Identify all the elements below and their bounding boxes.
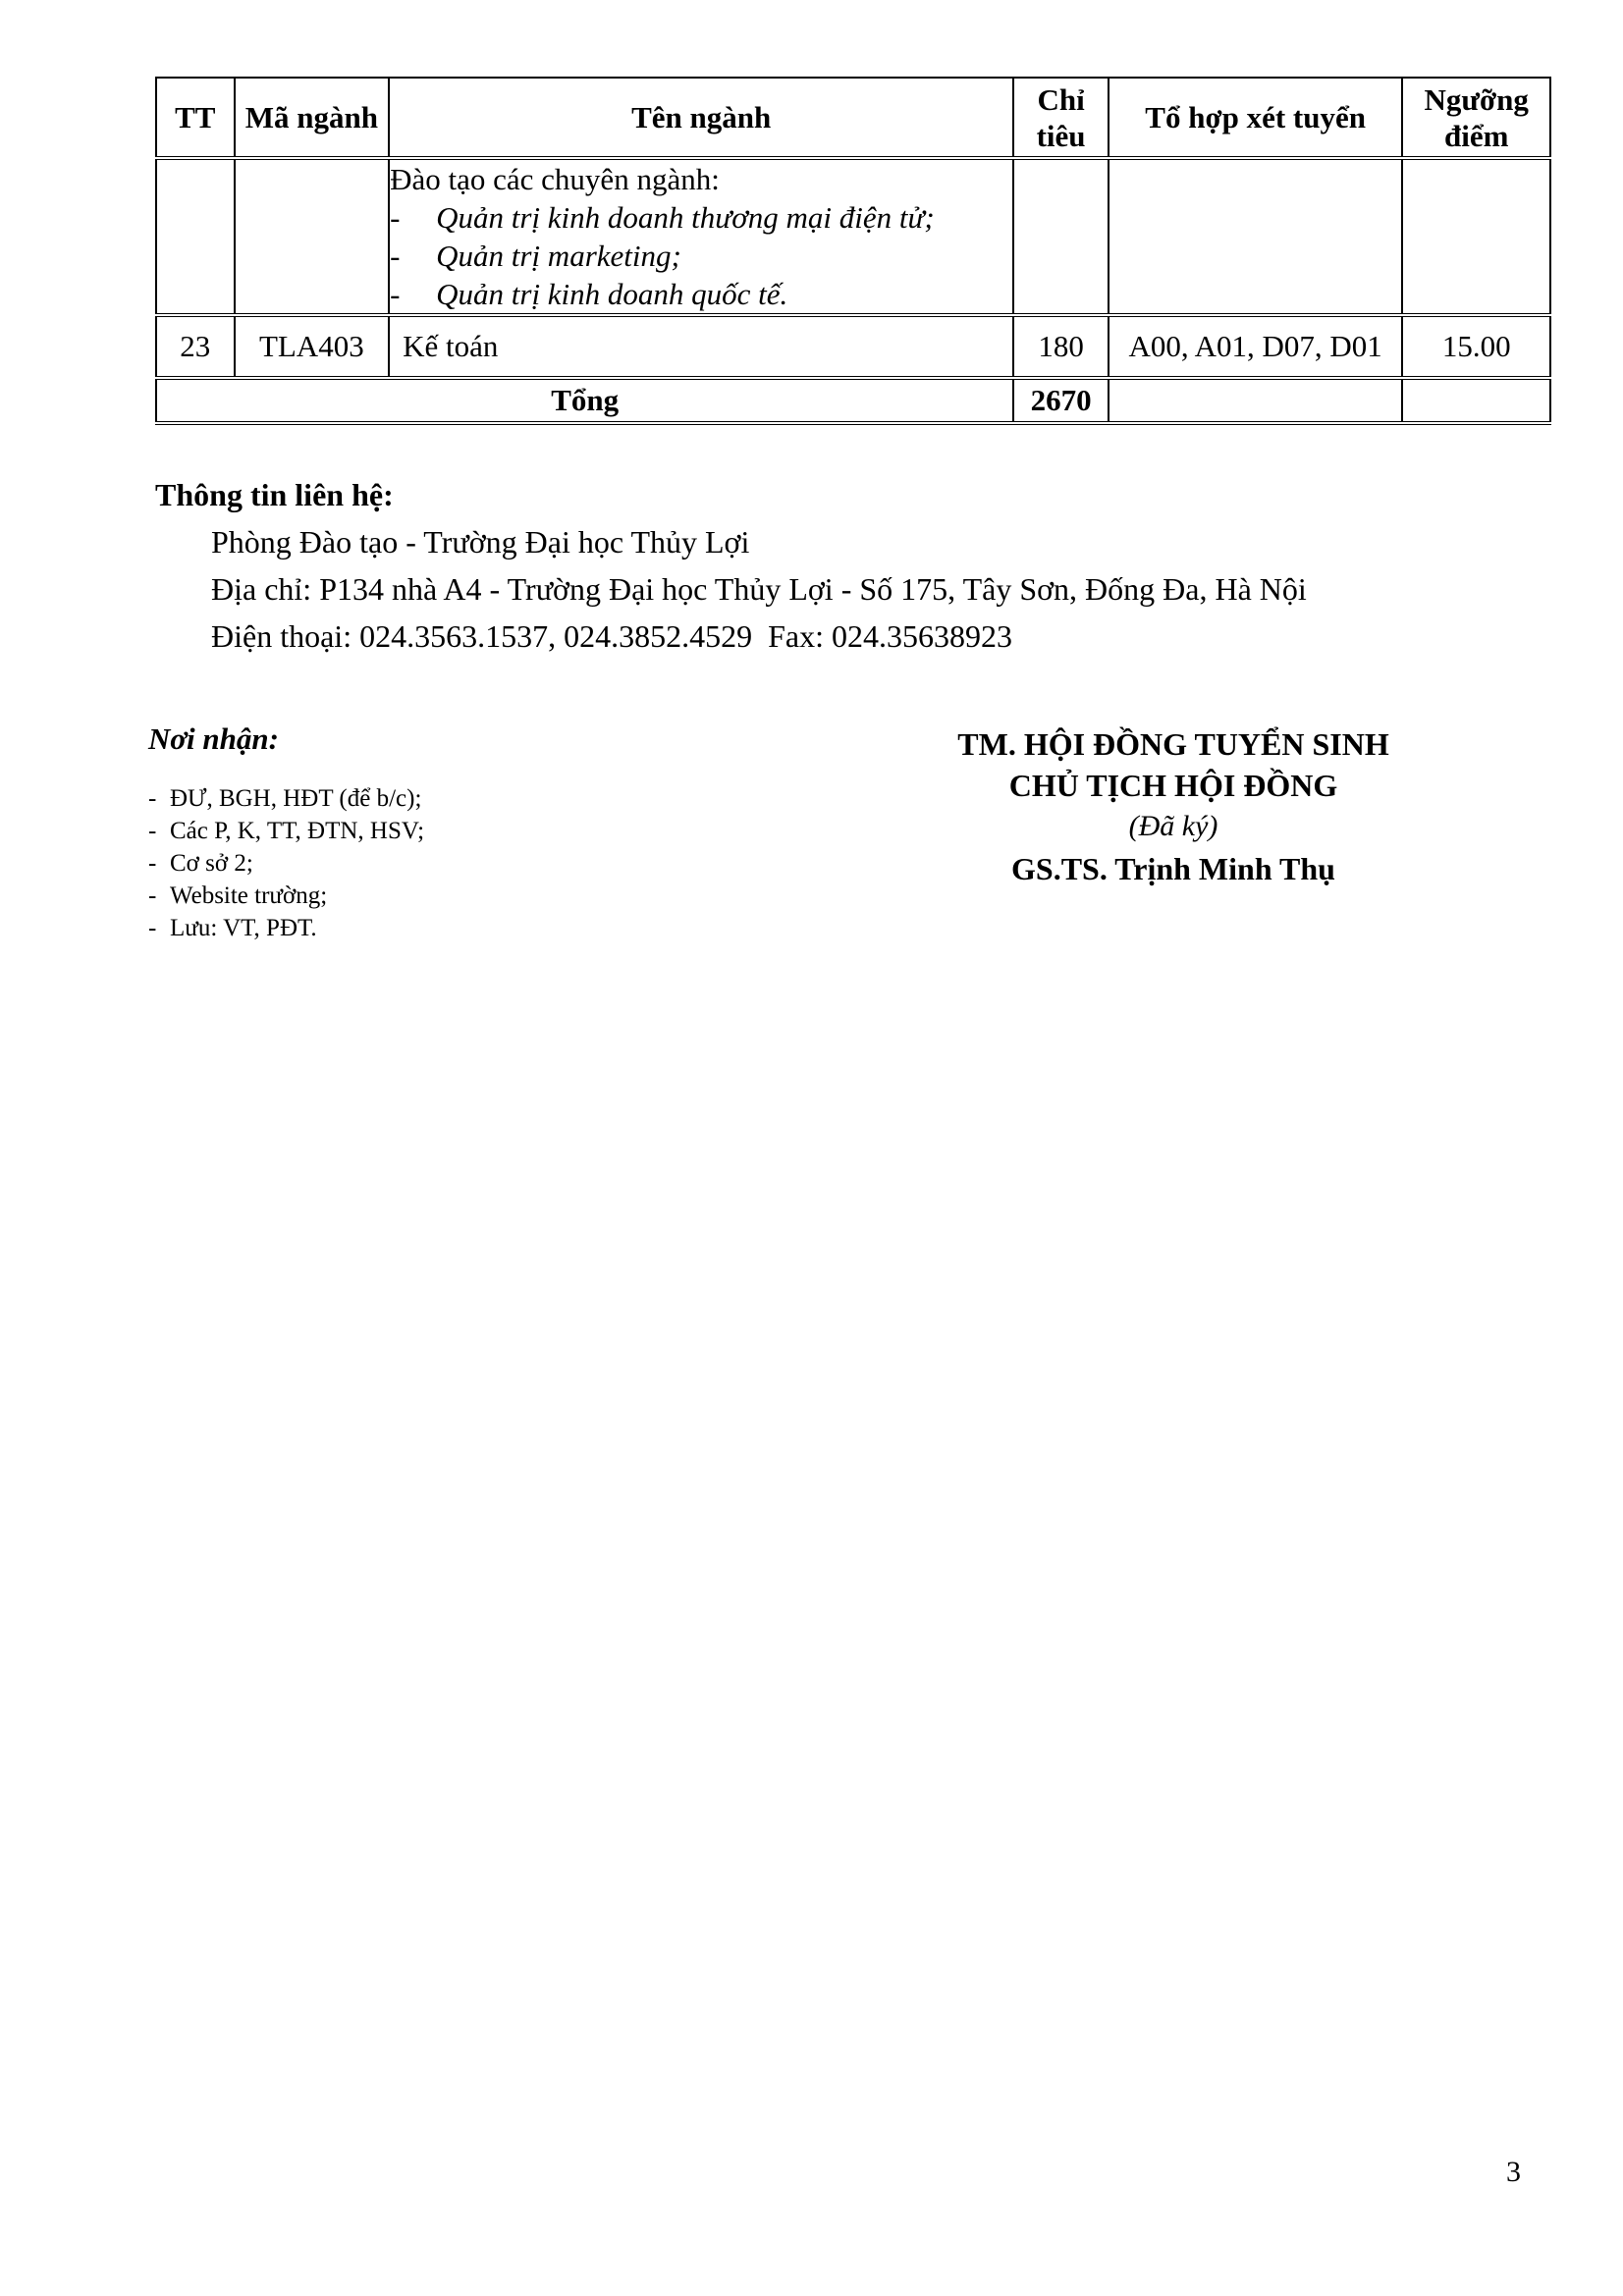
header-ten-nganh: Tên ngành <box>389 78 1013 158</box>
empty-cell <box>235 158 390 315</box>
recipient-text: ĐƯ, BGH, HĐT (để b/c); <box>170 785 422 812</box>
header-ma-nganh: Mã ngành <box>235 78 390 158</box>
empty-cell <box>1402 158 1550 315</box>
specialization-item <box>390 237 1012 275</box>
recipient-text: Các P, K, TT, ĐTN, HSV; <box>170 818 425 844</box>
total-chi-tieu-cell: 2670 <box>1013 378 1109 423</box>
recipient-item <box>148 912 424 944</box>
table-row-specializations <box>156 158 1550 315</box>
header-tt: TT <box>156 78 235 158</box>
signature-signer-name: GS.TS. Trịnh Minh Thụ <box>1011 851 1335 886</box>
cell-ten-nganh: Kế toán <box>389 315 1013 378</box>
specialization-item <box>390 198 1012 237</box>
empty-cell <box>1402 378 1550 423</box>
empty-cell <box>1109 158 1403 315</box>
recipients-heading: Nơi nhận: <box>148 721 279 756</box>
table-row-major-23 <box>156 315 1550 378</box>
contact-line-address: Địa chỉ: P134 nhà A4 - Trường Đại học Thủy Lợi - Số 175, Tây Sơn, Đống Đa, Hà Nội <box>211 571 1307 607</box>
list-dash: - <box>390 277 401 311</box>
recipients-block <box>148 721 424 944</box>
cell-ma-nganh: TLA403 <box>235 315 390 378</box>
signature-signed-note: (Đã ký) <box>1128 810 1218 842</box>
empty-cell <box>156 158 235 315</box>
recipient-item <box>148 782 424 815</box>
specializations-intro: Đào tạo các chuyên ngành: <box>390 162 720 196</box>
list-dash: - <box>390 200 401 235</box>
table-total-row <box>156 378 1550 423</box>
list-dash: - <box>148 915 157 941</box>
signature-title: CHỦ TỊCH HỘI ĐỒNG <box>1008 768 1338 803</box>
recipient-text: Website trường; <box>170 882 328 909</box>
cell-to-hop-xet-tuyen: A00, A01, D07, D01 <box>1109 315 1403 378</box>
page-number: 3 <box>1506 2156 1521 2188</box>
list-dash: - <box>148 850 157 877</box>
contact-heading: Thông tin liên hệ: <box>155 477 394 512</box>
admissions-quota-table <box>155 77 1551 425</box>
specializations-cell <box>389 158 1013 315</box>
contact-line-department: Phòng Đào tạo - Trường Đại học Thủy Lợi <box>211 524 750 560</box>
total-label-cell: Tổng <box>156 378 1013 423</box>
header-nguong-diem: Ngưỡng điểm <box>1402 78 1550 158</box>
recipient-text: Lưu: VT, PĐT. <box>170 915 317 941</box>
header-chi-tieu: Chỉ tiêu <box>1013 78 1109 158</box>
cell-nguong-diem: 15.00 <box>1402 315 1550 378</box>
recipients-list <box>148 782 424 944</box>
empty-cell <box>1013 158 1109 315</box>
empty-cell <box>1109 378 1403 423</box>
list-dash: - <box>148 882 157 909</box>
list-dash: - <box>148 818 157 844</box>
table-header-row <box>156 78 1550 158</box>
specialization-text: Quản trị marketing; <box>436 239 681 273</box>
contact-info-block <box>155 471 1307 660</box>
cell-chi-tieu: 180 <box>1013 315 1109 378</box>
cell-tt: 23 <box>156 315 235 378</box>
list-dash: - <box>148 785 157 812</box>
signature-committee: TM. HỘI ĐỒNG TUYỂN SINH <box>957 726 1389 762</box>
specialization-text: Quản trị kinh doanh thương mại điện tử; <box>436 200 935 235</box>
recipient-item <box>148 880 424 912</box>
contact-line-phone-fax: Điện thoại: 024.3563.1537, 024.3852.4529 Fax: 024.35638923 <box>211 618 1012 654</box>
list-dash: - <box>390 239 401 273</box>
recipient-item <box>148 815 424 847</box>
specialization-text: Quản trị kinh doanh quốc tế. <box>436 277 788 311</box>
recipient-text: Cơ sở 2; <box>170 850 253 877</box>
recipient-item <box>148 847 424 880</box>
signature-block <box>879 723 1468 891</box>
header-to-hop-xet-tuyen: Tổ hợp xét tuyển <box>1109 78 1403 158</box>
specialization-item <box>390 275 1012 313</box>
